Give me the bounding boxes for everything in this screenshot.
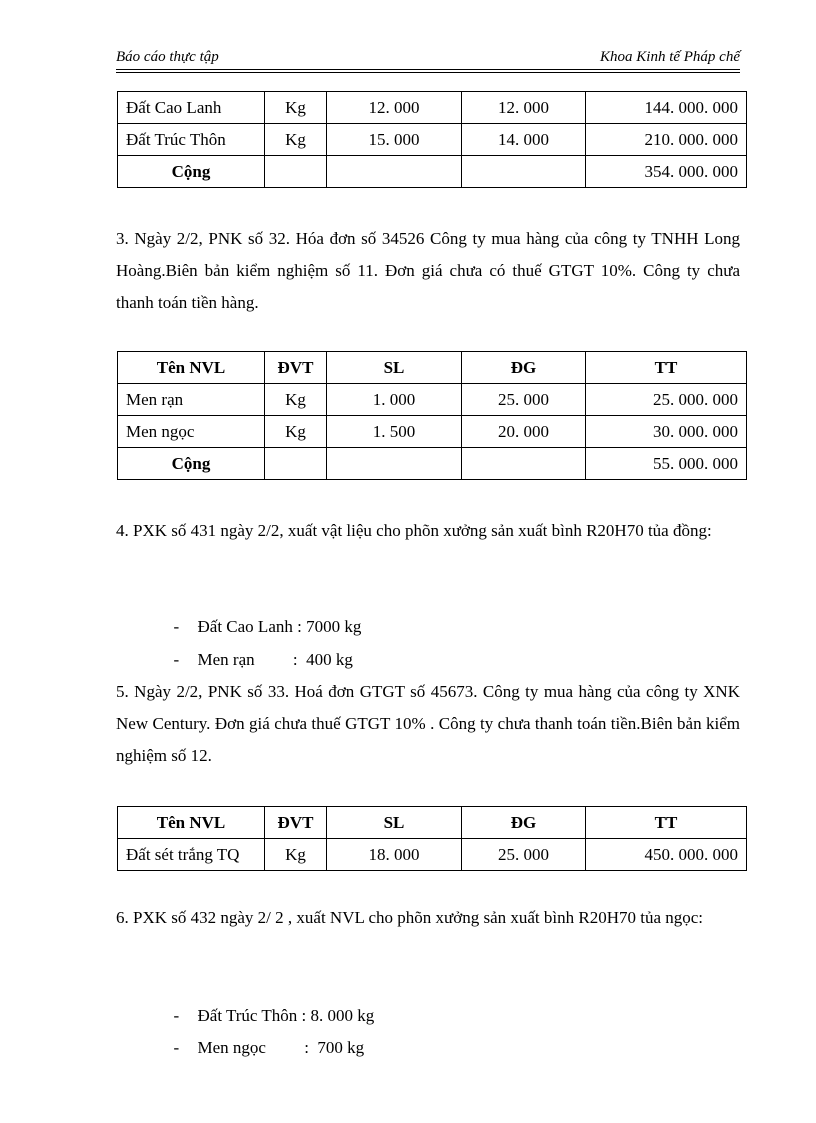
total-value: 354. 000. 000 [586,156,747,188]
empty-cell [462,156,586,188]
table-header-row [118,807,747,839]
table-row [118,839,747,871]
empty-cell [327,156,462,188]
bullet-dash: - [173,1006,180,1025]
cell-unit: Kg [265,416,327,448]
table-row [118,416,747,448]
header-price: ĐG [462,807,586,839]
cell-name: Men ngọc [118,416,265,448]
paragraph-5: 5. Ngày 2/2, PNK số 33. Hoá đơn GTGT số 45673. Công ty mua hàng của công ty XNK New Century. Đơn giá chưa thuế GTGT 10% . Công ty chưa thanh toán tiền.Biên bản kiểm nghiệm số 12. [116,682,740,765]
cell-total: 25. 000. 000 [586,384,747,416]
header-qty: SL [327,352,462,384]
list-item [165,1000,364,1064]
paragraph-6: 6. PXK số 432 ngày 2/ 2 , xuất NVL cho phõn xưởng sản xuất bình R20H70 tủa ngọc: [116,908,704,927]
table-row [118,384,747,416]
header-name: Tên NVL [118,352,265,384]
list-item-text: Men ngọc : 700 kg [197,1038,365,1057]
header-unit: ĐVT [265,352,327,384]
cell-price: 14. 000 [462,124,586,156]
cell-unit: Kg [265,124,327,156]
table-total-row [118,448,747,480]
header-rule [116,72,740,73]
header-left-title: Báo cáo thực tập [116,49,219,65]
cell-unit: Kg [265,92,327,124]
bullet-dash: - [173,1038,180,1057]
header-unit: ĐVT [265,807,327,839]
list-item [165,612,353,676]
cell-name: Đất sét trắng TQ [118,839,265,871]
cell-total: 450. 000. 000 [586,839,747,871]
header-price: ĐG [462,352,586,384]
list-item-text: Đất Cao Lanh : 7000 kg [197,617,362,636]
cell-qty: 12. 000 [327,92,462,124]
bullet-dash: - [173,617,180,636]
cell-qty: 18. 000 [327,839,462,871]
cell-name: Men rạn [118,384,265,416]
total-label: Cộng [118,156,265,188]
materials-table-3 [117,806,747,871]
table-row [118,124,747,156]
materials-table-1 [117,91,747,188]
cell-qty: 1. 000 [327,384,462,416]
cell-price: 25. 000 [462,839,586,871]
header-name: Tên NVL [118,807,265,839]
list-item-text: Đất Trúc Thôn : 8. 000 kg [197,1006,375,1025]
cell-qty: 1. 500 [327,416,462,448]
total-label: Cộng [118,448,265,480]
cell-total: 30. 000. 000 [586,416,747,448]
page-header [116,49,740,71]
header-total: TT [586,807,747,839]
header-qty: SL [327,807,462,839]
total-value: 55. 000. 000 [586,448,747,480]
header-total: TT [586,352,747,384]
cell-qty: 15. 000 [327,124,462,156]
cell-price: 12. 000 [462,92,586,124]
cell-unit: Kg [265,384,327,416]
list-item-text: Men rạn : 400 kg [197,650,353,669]
cell-name: Đất Trúc Thôn [118,124,265,156]
table-row [118,92,747,124]
empty-cell [462,448,586,480]
empty-cell [327,448,462,480]
header-right-title: Khoa Kinh tế Pháp chế [600,49,740,65]
bullet-dash: - [173,650,180,669]
table-header-row [118,352,747,384]
empty-cell [265,156,327,188]
table-total-row [118,156,747,188]
cell-total: 210. 000. 000 [586,124,747,156]
cell-price: 25. 000 [462,384,586,416]
header-rule [116,69,740,70]
cell-name: Đất Cao Lanh [118,92,265,124]
cell-price: 20. 000 [462,416,586,448]
cell-unit: Kg [265,839,327,871]
paragraph-3: 3. Ngày 2/2, PNK số 32. Hóa đơn số 34526 Công ty mua hàng của công ty TNHH Long Hoàng.Biên bản kiểm nghiệm số 11. Đơn giá chưa có thuế GTGT 10%. Công ty chưa thanh toán tiền hàng. [116,229,740,312]
paragraph-4: 4. PXK số 431 ngày 2/2, xuất vật liệu cho phõn xưởng sản xuất bình R20H70 tủa đồng: [116,521,712,540]
cell-total: 144. 000. 000 [586,92,747,124]
empty-cell [265,448,327,480]
materials-table-2 [117,351,747,480]
